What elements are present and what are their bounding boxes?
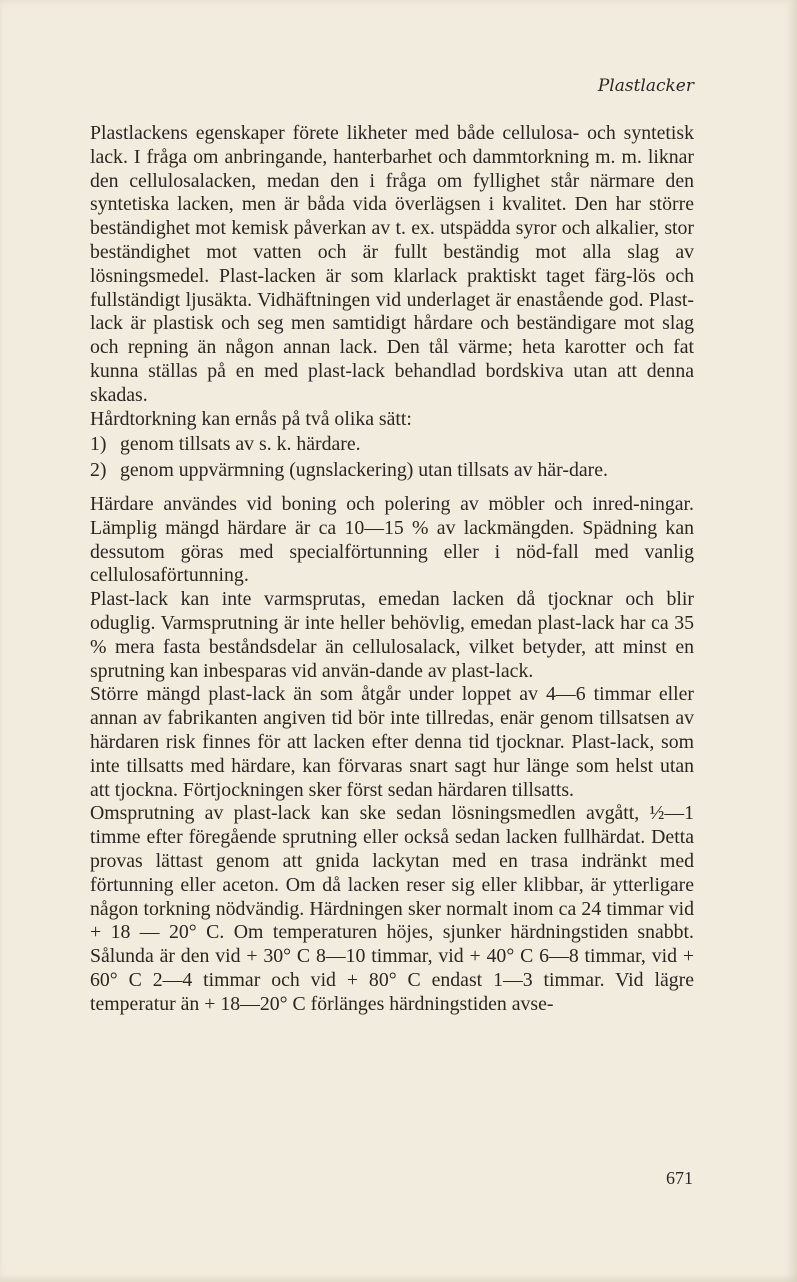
list-text: genom uppvärmning (ugnslackering) utan tillsats av här-dare. [120,459,608,482]
paragraph-hot-spraying: Plast-lack kan inte varmsprutas, emedan lacken då tjocknar och blir oduglig. Varmsprutning är inte heller behövlig, emedan plast-lack har ca 35 % mera fasta beståndsdelar än cellulosalack, vilket betyder, att minst en sprutning kan inbesparas vid använ-dande av plast-lack. [90,588,694,682]
body-text [90,122,694,1016]
paragraph-hardener-use: Härdare användes vid boning och polering av möbler och inred-ningar. Lämplig mängd härdare är ca 10—15 % av lackmängden. Spädning kan dessutom göras med specialförtunning eller i nöd-fall med vanlig cellulosaförtunning. [90,492,694,587]
list-text: genom tillsats av s. k. härdare. [120,433,361,456]
paragraph-hardening-intro: Hårdtorkning kan ernås på två olika sätt: [90,407,412,430]
list-number: 1) [90,433,107,456]
page-number: 671 [666,1168,693,1188]
paragraph-quantity: Större mängd plast-lack än som åtgår under loppet av 4—6 timmar eller annan av fabrikanten angiven tid bör inte tillredas, enär genom tillsatsen av härdaren risk finnes för att lacken efter denna tid tjocknar. Plast-lack, som inte tillsatts med härdare, kan förvaras snart sagt hur länge som helst utan att tjockna. Förtjockningen sker först sedan härdaren tillsatts. [90,683,694,801]
running-header: Plastlacker [597,76,694,96]
paragraph-respraying: Omsprutning av plast-lack kan ske sedan lösningsmedlen avgått, ½—1 timme efter föregående sprutning eller också sedan lacken fullhärdat. Detta provas lättast genom att gnida lackytan med en trasa indränkt med förtunning eller aceton. Om då lacken reser sig eller klibbar, är ytterligare någon torkning nödvändig. Härdningen sker normalt inom ca 24 timmar vid + 18 — 20° C. Om temperaturen höjes, sjunker härdningstiden snabbt. Sålunda är den vid + 30° C 8—10 timmar, vid + 40° C 6—8 timmar, vid + 60° C 2—4 timmar och vid + 80° C endast 1—3 timmar. Vid lägre temperatur än + 18—20° C förlänges härdningstiden avse- [90,802,694,1015]
paragraph-properties: Plastlackens egenskaper förete likheter med både cellulosa- och syntetisk lack. I fråga om anbringande, hanterbarhet och dammtorkning m. m. liknar den cellulosalacken, medan den i fråga om fyllighet står närmare den syntetiska lacken, men är båda vida överlägsen i kvalitet. Den har större beständighet mot kemisk påverkan av t. ex. utspädda syror och alkalier, stor beständighet mot vatten och är fullt beständig mot alla slag av lösningsmedel. Plast-lacken är som klarlack praktiskt taget färg-lös och fullständigt ljusäkta. Vidhäftningen vid underlaget är enastående god. Plast-lack är plastisk och seg men samtidigt hårdare och beständigare mot slag och repning än någon annan lack. Den tål värme; heta karotter och fat kunna ställas på en med plast-lack behandlad bordskiva utan att denna skadas. [90,122,694,406]
list-item [90,433,694,457]
list-number: 2) [90,459,107,482]
list-item [90,459,694,483]
